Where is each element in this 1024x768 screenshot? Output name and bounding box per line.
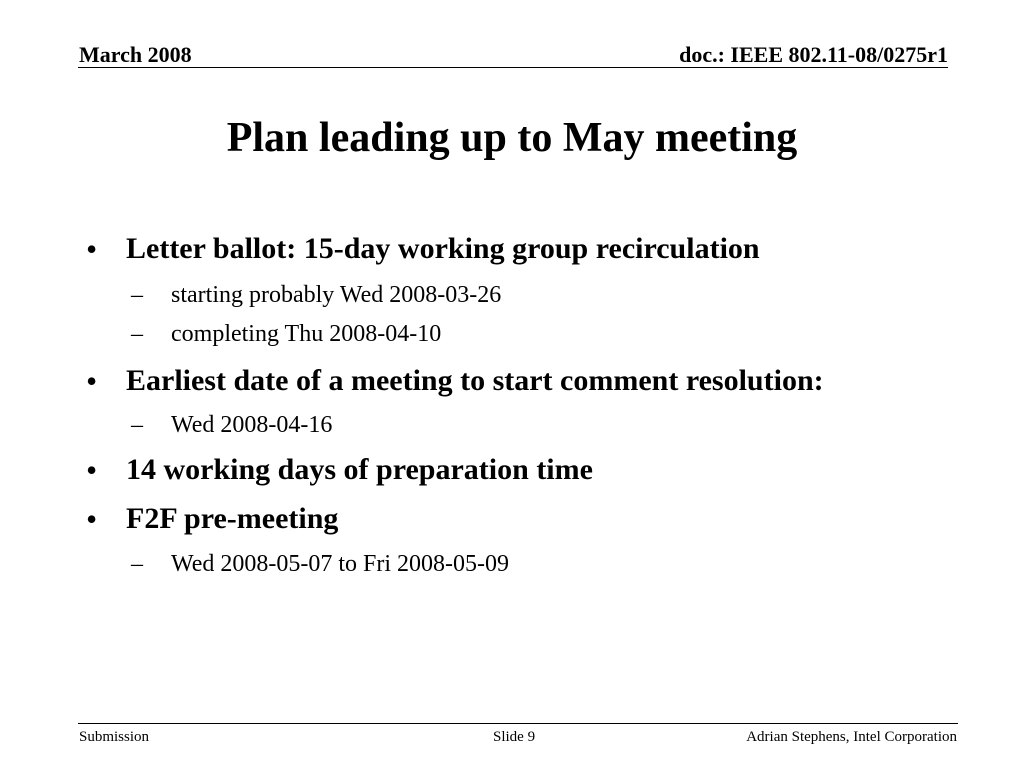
footer-submission: Submission (79, 729, 150, 745)
sub-bullet-text: starting probably Wed 2008-03-26 (171, 282, 502, 308)
bullet-text: Earliest date of a meeting to start comment resolution: (126, 364, 824, 397)
bullet-marker: • (86, 452, 98, 488)
bullet-text: Letter ballot: 15-day working group recirculation (126, 232, 760, 265)
bullet-marker: • (86, 501, 98, 537)
sub-bullet-marker: – (131, 551, 143, 577)
sub-bullet-marker: – (131, 412, 143, 438)
sub-bullet-text: completing Thu 2008-04-10 (171, 321, 442, 347)
bullet-text: F2F pre-meeting (126, 502, 339, 535)
bullet-marker: • (86, 231, 98, 267)
slide-title: Plan leading up to May meeting (226, 115, 798, 161)
header-date: March 2008 (79, 42, 192, 67)
sub-bullet-text: Wed 2008-05-07 to Fri 2008-05-09 (171, 551, 510, 577)
bullet-text: 14 working days of preparation time (126, 453, 593, 486)
footer-author: Adrian Stephens, Intel Corporation (746, 729, 957, 745)
bullet-marker: • (86, 363, 98, 399)
header-doc-id: doc.: IEEE 802.11-08/0275r1 (679, 42, 948, 67)
footer-divider (78, 723, 958, 724)
sub-bullet-marker: – (131, 321, 143, 347)
sub-bullet-marker: – (131, 282, 143, 308)
sub-bullet-text: Wed 2008-04-16 (171, 412, 333, 438)
footer-slide-number: Slide 9 (493, 729, 536, 745)
